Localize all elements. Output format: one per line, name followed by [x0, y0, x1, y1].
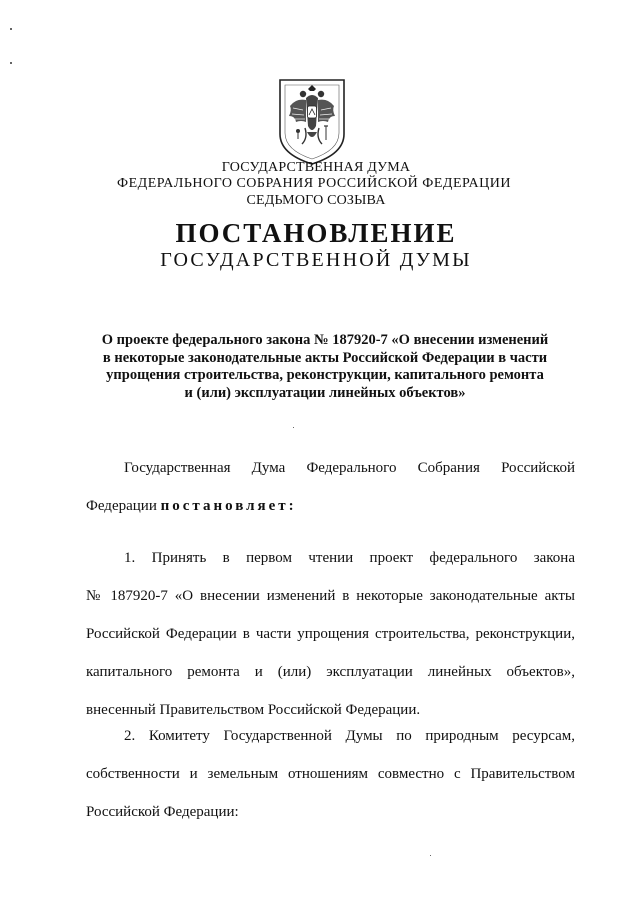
- subject-line: в некоторые законодательные акты Российской Федерации в части: [102, 349, 548, 366]
- scan-speck: [293, 427, 294, 428]
- subject-line: и (или) эксплуатации линейных объектов»: [184, 384, 466, 401]
- resolution-item-1: [86, 539, 575, 729]
- paragraph-line: капитального ремонта и (или) эксплуатации линейных объектов»,: [86, 664, 575, 680]
- subject-line: упрощения строительства, реконструкции, капитального ремонта: [106, 367, 544, 383]
- document-subject: [90, 332, 560, 402]
- convocation: СЕДЬМОГО СОЗЫВА: [246, 193, 386, 208]
- paragraph-line: Российской Федерации в части упрощения строительства, реконструкции,: [86, 626, 575, 642]
- paragraph-line: 2. Комитету Государственной Думы по природным ресурсам,: [124, 728, 575, 744]
- subject-line: О проекте федерального закона № 187920-7 «О внесении изменений: [101, 332, 549, 348]
- organization-name: ГОСУДАРСТВЕННАЯ ДУМА: [221, 160, 411, 175]
- scan-speck: [10, 28, 12, 30]
- resolution-item-2: [86, 717, 575, 831]
- paragraph-line: Государственная Дума Федерального Собрания Российской: [124, 460, 575, 476]
- paragraph-line: № 187920-7 «О внесении изменений в некоторые законодательные акты: [86, 588, 575, 604]
- paragraph-line: собственности и земельным отношениям совместно с Правительством: [86, 766, 575, 782]
- document-subtitle: ГОСУДАРСТВЕННОЙ ДУМЫ: [160, 249, 472, 271]
- scan-speck: [10, 62, 12, 64]
- scan-speck: [430, 855, 431, 856]
- document-title: ПОСТАНОВЛЕНИЕ: [175, 218, 457, 248]
- paragraph-line: 1. Принять в первом чтении проект федерального закона: [124, 550, 575, 566]
- resolution-verb: постановляет:: [160, 498, 297, 514]
- organization-parent: ФЕДЕРАЛЬНОГО СОБРАНИЯ РОССИЙСКОЙ ФЕДЕРАЦИИ: [117, 176, 511, 191]
- coat-of-arms-icon: [276, 76, 348, 166]
- paragraph-line: Российской Федерации:: [86, 804, 239, 820]
- preamble-text: Федерации: [86, 498, 157, 514]
- preamble-paragraph: [86, 449, 575, 525]
- paragraph-line: [86, 487, 575, 525]
- paragraph-line: внесенный Правительством Российской Федерации.: [86, 702, 421, 718]
